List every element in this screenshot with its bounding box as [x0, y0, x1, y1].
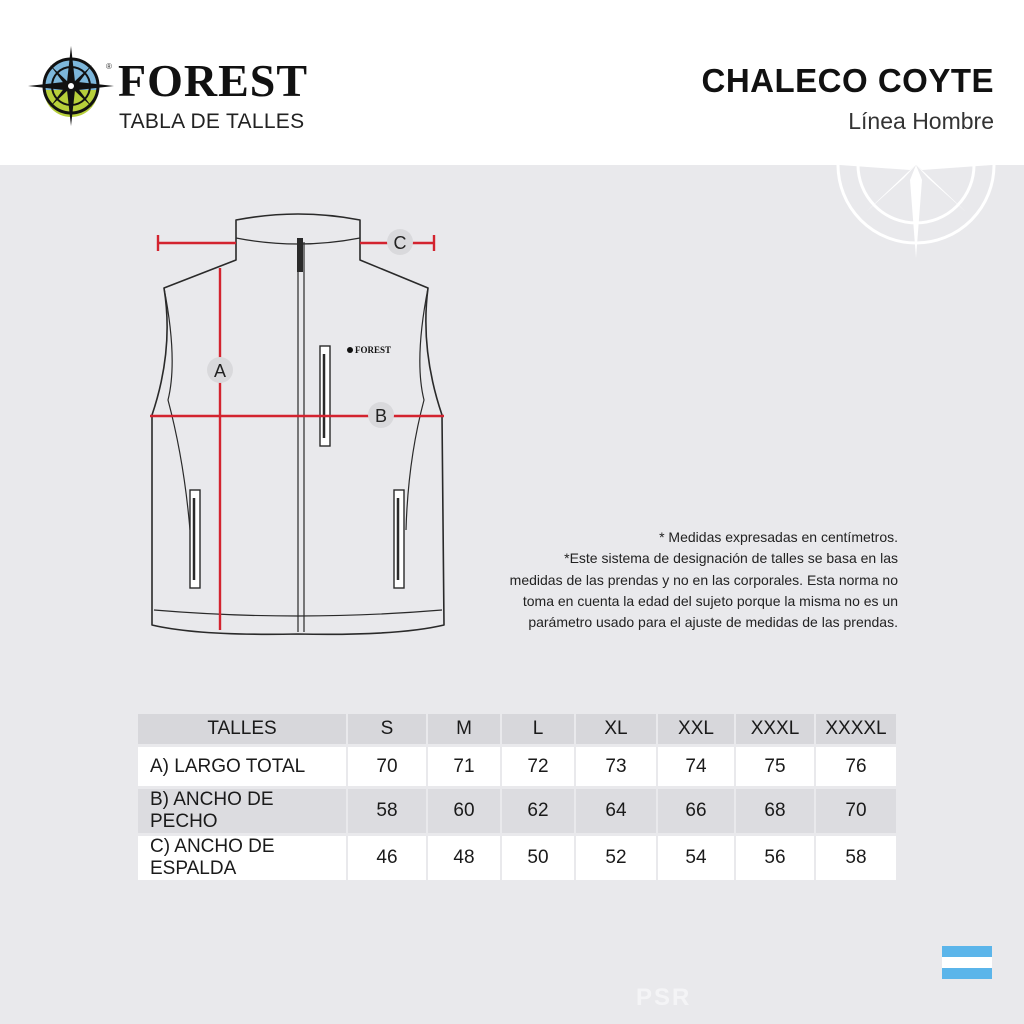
row-label: A) LARGO TOTAL	[138, 747, 346, 786]
note-line: *Este sistema de designación de talles se basa en las	[564, 550, 898, 567]
svg-text:B: B	[374, 406, 388, 426]
table-cell: 56	[736, 836, 814, 880]
table-cell: 70	[348, 747, 426, 786]
table-row	[138, 789, 896, 833]
table-row	[138, 836, 896, 880]
table-cell: 54	[658, 836, 734, 880]
table-header-cell: XL	[576, 714, 656, 744]
measure-label-a	[207, 357, 233, 383]
table-cell: 66	[658, 789, 734, 833]
svg-text:FOREST: FOREST	[355, 345, 392, 355]
table-header-cell: XXL	[658, 714, 734, 744]
measure-label-c	[387, 229, 413, 255]
table-cell: 74	[658, 747, 734, 786]
table-cell: 52	[576, 836, 656, 880]
table-header-cell: M	[428, 714, 500, 744]
table-cell: 50	[502, 836, 574, 880]
table-cell: 72	[502, 747, 574, 786]
note-line: medidas de las prendas y no en las corporales. Esta norma no	[509, 571, 898, 588]
product-line: Línea Hombre	[848, 108, 994, 134]
table-cell: 58	[348, 789, 426, 833]
table-cell: 75	[736, 747, 814, 786]
measure-label-b	[368, 402, 394, 428]
table-cell: 68	[736, 789, 814, 833]
table-header-cell: XXXL	[736, 714, 814, 744]
table-cell: 71	[428, 747, 500, 786]
table-cell: 70	[816, 789, 896, 833]
note-line: parámetro usado para el ajuste de medidas de las prendas.	[528, 614, 898, 631]
size-table	[136, 711, 898, 883]
table-header-cell: S	[348, 714, 426, 744]
table-header-cell: L	[502, 714, 574, 744]
table-cell: 76	[816, 747, 896, 786]
footer-watermark: PSR	[636, 984, 692, 1011]
size-chart-subtitle: TABLA DE TALLES	[119, 110, 305, 133]
collar-zipper-pull	[297, 238, 303, 272]
table-header-cell: TALLES	[138, 714, 346, 744]
table-cell: 48	[428, 836, 500, 880]
brand-name: FOREST	[118, 55, 309, 106]
compass-watermark-icon	[830, 140, 1002, 258]
table-cell: 73	[576, 747, 656, 786]
registered-mark: ®	[106, 62, 112, 71]
svg-text:C: C	[393, 233, 407, 253]
table-header-cell: XXXXL	[816, 714, 896, 744]
argentina-flag-icon	[942, 946, 992, 979]
row-label: B) ANCHO DE PECHO	[138, 789, 346, 833]
table-cell: 58	[816, 836, 896, 880]
table-row	[138, 747, 896, 786]
table-header-row	[138, 714, 896, 744]
table-cell: 46	[348, 836, 426, 880]
compass-logo-icon	[28, 46, 114, 126]
table-cell: 60	[428, 789, 500, 833]
vest-diagram	[128, 200, 448, 650]
note-line: * Medidas expresadas en centímetros.	[659, 529, 898, 545]
measurement-notes	[470, 527, 898, 633]
note-line: toma en cuenta la edad del sujeto porque la misma no es un	[522, 592, 898, 609]
svg-text:A: A	[213, 361, 227, 381]
row-label: C) ANCHO DE ESPALDA	[138, 836, 346, 880]
product-title: CHALECO COYTE	[701, 62, 994, 99]
table-cell: 62	[502, 789, 574, 833]
table-cell: 64	[576, 789, 656, 833]
